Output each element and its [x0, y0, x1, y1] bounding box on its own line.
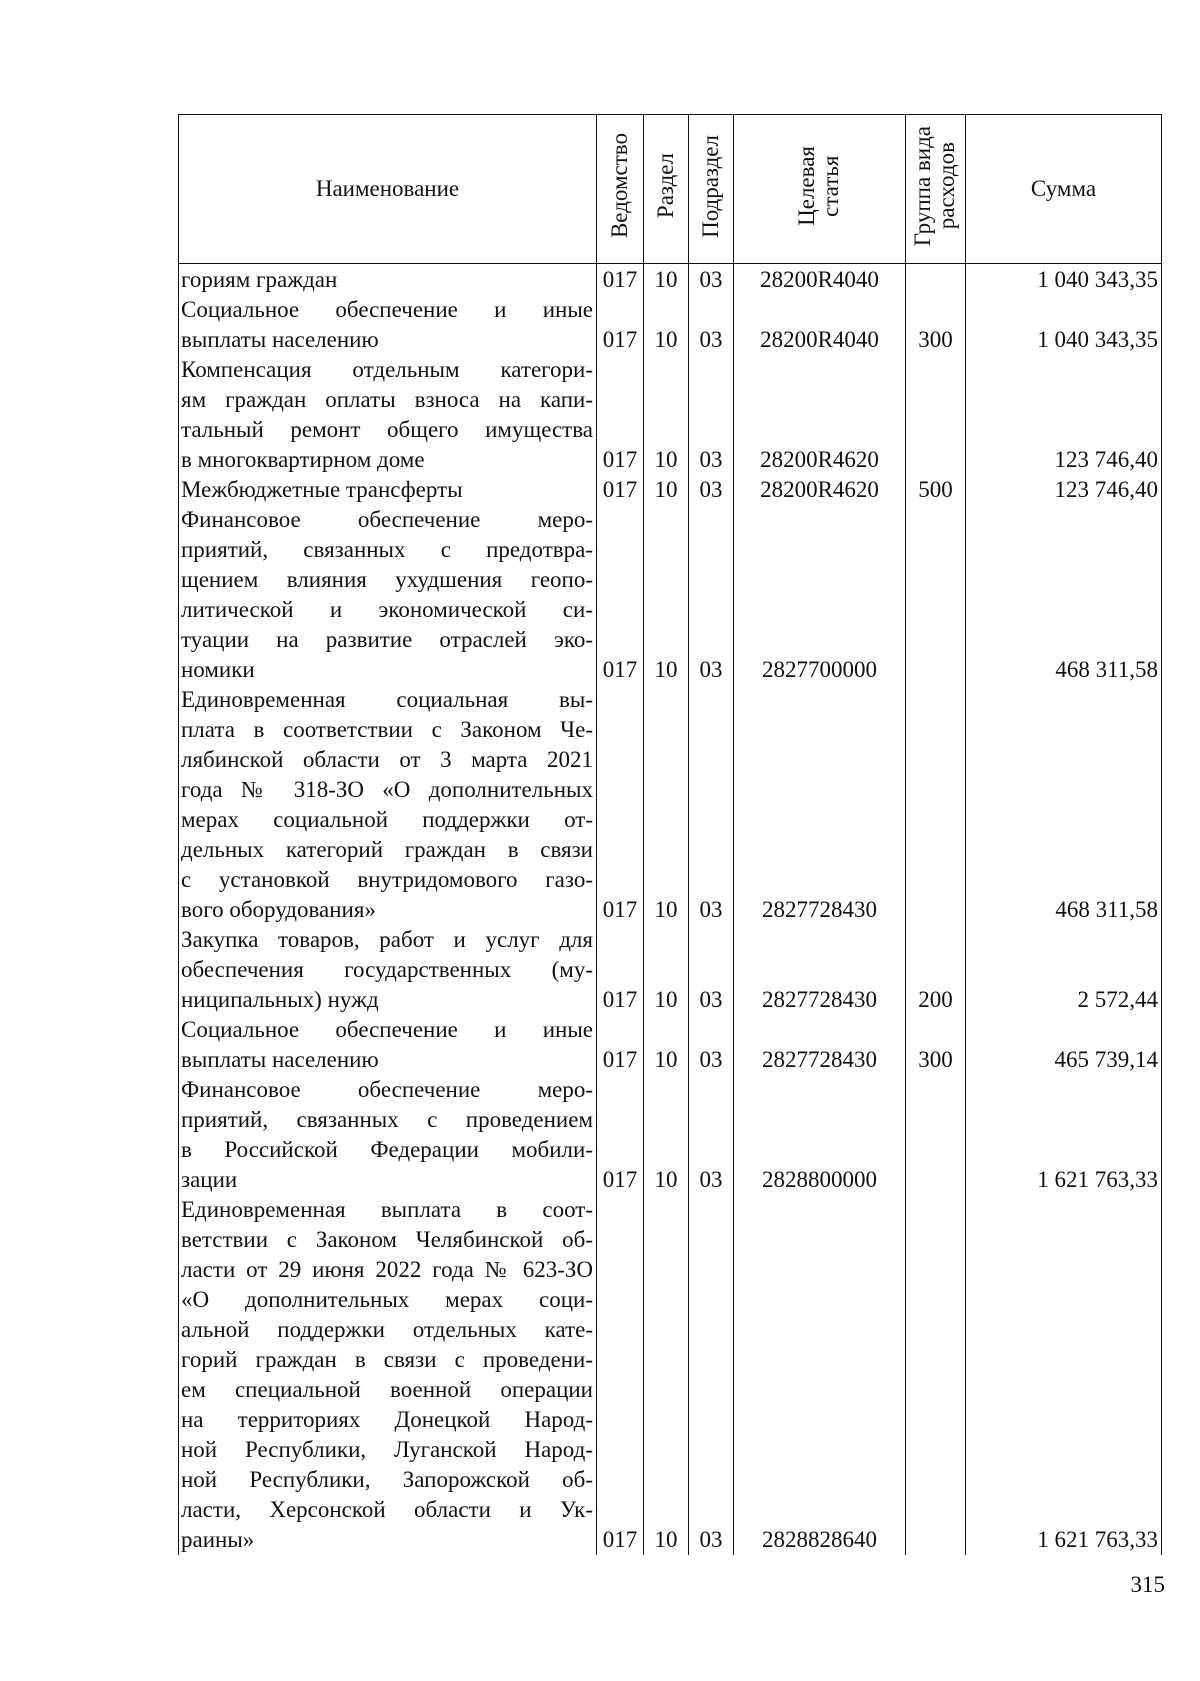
row-gruppa: 300 — [906, 295, 966, 355]
row-vedomstvo: 017 — [597, 475, 644, 505]
row-celevaya: 28200R4620 — [734, 475, 906, 505]
page-number: 315 — [1130, 1572, 1165, 1597]
row-summa: 468 311,58 — [966, 505, 1162, 685]
row-name-line: выплаты населению — [181, 1047, 379, 1072]
row-celevaya: 2828828640 — [734, 1195, 906, 1555]
row-name-line: раины» — [181, 1527, 255, 1552]
row-razdel: 10 — [644, 505, 689, 685]
row-name-line: Единовременная социальная вы- — [181, 687, 593, 712]
row-celevaya: 2827700000 — [734, 505, 906, 685]
row-vedomstvo: 017 — [597, 355, 644, 475]
row-podrazdel: 03 — [689, 505, 734, 685]
header-celevaya-label: Целевая статья — [794, 146, 844, 226]
row-name-line: Компенсация отдельным категори- — [181, 357, 593, 382]
row-name-line: в Российской Федерации мобили- — [181, 1137, 593, 1162]
row-vedomstvo: 017 — [597, 1195, 644, 1555]
row-name-line: зации — [181, 1167, 238, 1192]
row-name-line: дельных категорий граждан в связи — [181, 837, 593, 862]
table-row — [179, 355, 1162, 475]
row-summa: 465 739,14 — [966, 1015, 1162, 1075]
row-name-line: приятий, связанных с предотвра- — [181, 537, 593, 562]
row-name-line: Социальное обеспечение и иные — [181, 297, 593, 322]
row-name-line: выплаты населению — [181, 327, 379, 352]
row-name-line: ветствии с Законом Челябинской об- — [181, 1227, 593, 1252]
row-celevaya: 2827728430 — [734, 925, 906, 1015]
row-name-line: горий граждан в связи с проведени- — [181, 1347, 593, 1372]
row-podrazdel: 03 — [689, 1015, 734, 1075]
header-celevaya — [734, 115, 906, 264]
table-row — [179, 1075, 1162, 1195]
row-podrazdel: 03 — [689, 685, 734, 925]
header-summa: Сумма — [966, 115, 1162, 264]
row-razdel: 10 — [644, 295, 689, 355]
row-podrazdel: 03 — [689, 925, 734, 1015]
row-gruppa — [906, 1075, 966, 1195]
row-name — [179, 475, 597, 505]
row-name-line: туации на развитие отраслей эко- — [181, 627, 593, 652]
row-name-line: ной Республики, Луганской Народ- — [181, 1437, 593, 1462]
row-celevaya: 28200R4040 — [734, 295, 906, 355]
row-name — [179, 1075, 597, 1195]
row-gruppa — [906, 505, 966, 685]
row-name-line: Единовременная выплата в соот- — [181, 1197, 593, 1222]
row-name — [179, 1015, 597, 1075]
row-name-line: Финансовое обеспечение меро- — [181, 507, 593, 532]
row-celevaya: 2827728430 — [734, 1015, 906, 1075]
row-name-line: альной поддержки отдельных кате- — [181, 1317, 593, 1342]
row-summa: 1 621 763,33 — [966, 1075, 1162, 1195]
row-vedomstvo: 017 — [597, 264, 644, 296]
row-vedomstvo: 017 — [597, 925, 644, 1015]
row-razdel: 10 — [644, 264, 689, 296]
row-name-line: обеспечения государственных (му- — [181, 957, 593, 982]
row-podrazdel: 03 — [689, 1075, 734, 1195]
table-row — [179, 475, 1162, 505]
row-name-line: в многоквартирном доме — [181, 447, 425, 472]
row-razdel: 10 — [644, 475, 689, 505]
row-razdel: 10 — [644, 1075, 689, 1195]
header-name: Наименование — [179, 115, 597, 264]
row-gruppa — [906, 264, 966, 296]
row-summa: 2 572,44 — [966, 925, 1162, 1015]
row-name-line: Закупка товаров, работ и услуг для — [181, 927, 593, 952]
table-row — [179, 264, 1162, 296]
row-summa: 1 040 343,35 — [966, 295, 1162, 355]
row-gruppa — [906, 685, 966, 925]
row-celevaya: 2828800000 — [734, 1075, 906, 1195]
row-name-line: номики — [181, 657, 255, 682]
row-name-line: щением влияния ухудшения геопо- — [181, 567, 593, 592]
row-celevaya: 28200R4040 — [734, 264, 906, 296]
header-vedomstvo-label: Ведомство — [606, 133, 632, 239]
row-vedomstvo: 017 — [597, 685, 644, 925]
row-name-line: «О дополнительных мерах соци- — [181, 1287, 593, 1312]
row-summa: 123 746,40 — [966, 355, 1162, 475]
row-vedomstvo: 017 — [597, 295, 644, 355]
row-podrazdel: 03 — [689, 264, 734, 296]
row-name — [179, 264, 597, 296]
row-name-line: Межбюджетные трансферты — [181, 477, 463, 502]
budget-table — [178, 114, 1162, 1555]
row-gruppa — [906, 355, 966, 475]
row-name-line: тальный ремонт общего имущества — [181, 417, 593, 442]
row-gruppa: 200 — [906, 925, 966, 1015]
row-podrazdel: 03 — [689, 1195, 734, 1555]
row-name-line: гориям граждан — [181, 267, 338, 292]
row-name — [179, 685, 597, 925]
table-row — [179, 1015, 1162, 1075]
header-gruppa-label: Группа вида расходов — [910, 125, 960, 247]
row-name — [179, 355, 597, 475]
row-razdel: 10 — [644, 685, 689, 925]
row-razdel: 10 — [644, 925, 689, 1015]
row-name-line: литической и экономической си- — [181, 597, 593, 622]
row-name-line: Социальное обеспечение и иные — [181, 1017, 593, 1042]
row-name-line: на территориях Донецкой Народ- — [181, 1407, 593, 1432]
header-vedomstvo — [597, 115, 644, 264]
row-gruppa: 500 — [906, 475, 966, 505]
row-name-line: приятий, связанных с проведением — [181, 1107, 593, 1132]
table-header — [179, 115, 1162, 264]
header-podrazdel — [689, 115, 734, 264]
row-podrazdel: 03 — [689, 475, 734, 505]
row-podrazdel: 03 — [689, 295, 734, 355]
table-body — [179, 264, 1162, 1556]
row-name-line: ласти, Херсонской области и Ук- — [181, 1497, 593, 1522]
row-name-line: лябинской области от 3 марта 2021 — [181, 747, 593, 772]
row-name-line: ласти от 29 июня 2022 года № 623-ЗО — [181, 1257, 593, 1282]
header-podrazdel-label: Подраздел — [697, 134, 723, 238]
row-name — [179, 925, 597, 1015]
table-row — [179, 925, 1162, 1015]
row-name-line: ям граждан оплаты взноса на капи- — [181, 387, 593, 412]
row-name-line: с установкой внутридомового газо- — [181, 867, 593, 892]
row-razdel: 10 — [644, 1015, 689, 1075]
row-name-line: мерах социальной поддержки от- — [181, 807, 593, 832]
header-razdel-label: Раздел — [652, 153, 678, 219]
row-name — [179, 505, 597, 685]
row-name — [179, 295, 597, 355]
table-row — [179, 1195, 1162, 1555]
row-name-line: года № 318-ЗО «О дополнительных — [181, 777, 593, 802]
header-gruppa — [906, 115, 966, 264]
table-row — [179, 505, 1162, 685]
row-name-line: ной Республики, Запорожской об- — [181, 1467, 593, 1492]
row-vedomstvo: 017 — [597, 1015, 644, 1075]
row-razdel: 10 — [644, 355, 689, 475]
row-summa: 123 746,40 — [966, 475, 1162, 505]
row-name — [179, 1195, 597, 1555]
table-row — [179, 295, 1162, 355]
row-podrazdel: 03 — [689, 355, 734, 475]
row-name-line: Финансовое обеспечение меро- — [181, 1077, 593, 1102]
row-gruppa — [906, 1195, 966, 1555]
row-summa: 468 311,58 — [966, 685, 1162, 925]
row-gruppa: 300 — [906, 1015, 966, 1075]
header-razdel — [644, 115, 689, 264]
row-vedomstvo: 017 — [597, 1075, 644, 1195]
row-name-line: вого оборудования» — [181, 897, 376, 922]
row-vedomstvo: 017 — [597, 505, 644, 685]
table-row — [179, 685, 1162, 925]
row-celevaya: 28200R4620 — [734, 355, 906, 475]
row-summa: 1 621 763,33 — [966, 1195, 1162, 1555]
row-name-line: ем специальной военной операции — [181, 1377, 593, 1402]
row-celevaya: 2827728430 — [734, 685, 906, 925]
row-name-line: ниципальных) нужд — [181, 987, 379, 1012]
row-razdel: 10 — [644, 1195, 689, 1555]
row-summa: 1 040 343,35 — [966, 264, 1162, 296]
row-name-line: плата в соответствии с Законом Че- — [181, 717, 593, 742]
